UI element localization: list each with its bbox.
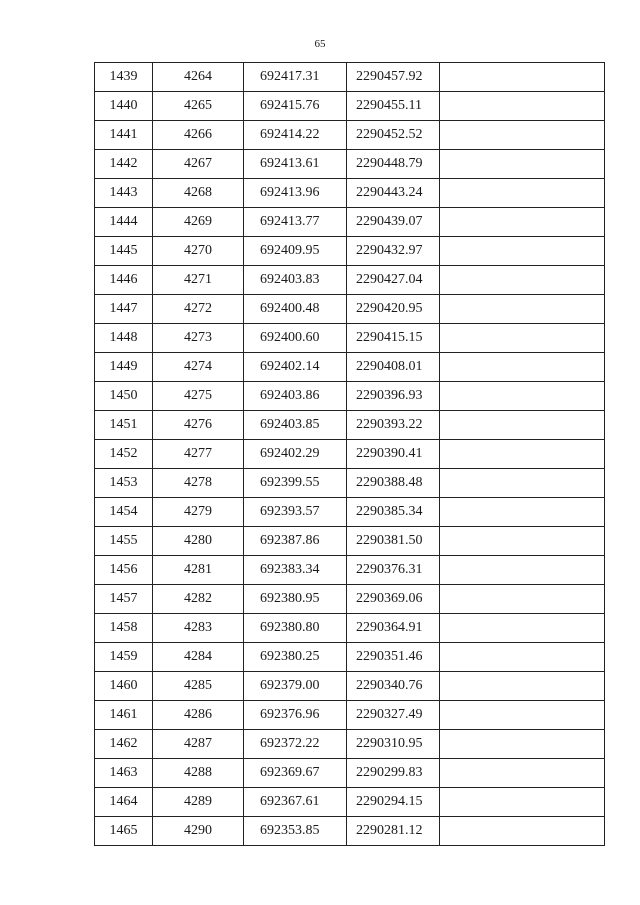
row-index-cell: 1463 xyxy=(95,759,153,788)
table-row xyxy=(95,817,605,846)
note-cell xyxy=(440,208,605,237)
point-id-cell: 4276 xyxy=(153,411,244,440)
table-row xyxy=(95,701,605,730)
y-coordinate-cell: 2290281.12 xyxy=(347,817,440,846)
note-cell xyxy=(440,353,605,382)
row-index-cell: 1460 xyxy=(95,672,153,701)
row-index-cell: 1445 xyxy=(95,237,153,266)
table-row xyxy=(95,672,605,701)
point-id-cell: 4272 xyxy=(153,295,244,324)
y-coordinate-cell: 2290364.91 xyxy=(347,614,440,643)
note-cell xyxy=(440,759,605,788)
note-cell xyxy=(440,788,605,817)
row-index-cell: 1452 xyxy=(95,440,153,469)
table-row xyxy=(95,63,605,92)
note-cell xyxy=(440,63,605,92)
point-id-cell: 4268 xyxy=(153,179,244,208)
y-coordinate-cell: 2290327.49 xyxy=(347,701,440,730)
y-coordinate-cell: 2290455.11 xyxy=(347,92,440,121)
point-id-cell: 4267 xyxy=(153,150,244,179)
table-row xyxy=(95,121,605,150)
row-index-cell: 1444 xyxy=(95,208,153,237)
x-coordinate-cell: 692413.77 xyxy=(244,208,347,237)
row-index-cell: 1457 xyxy=(95,585,153,614)
note-cell xyxy=(440,382,605,411)
table-row xyxy=(95,440,605,469)
row-index-cell: 1454 xyxy=(95,498,153,527)
x-coordinate-cell: 692403.83 xyxy=(244,266,347,295)
page-number: 65 xyxy=(314,38,326,50)
x-coordinate-cell: 692372.22 xyxy=(244,730,347,759)
x-coordinate-cell: 692380.80 xyxy=(244,614,347,643)
note-cell xyxy=(440,440,605,469)
note-cell xyxy=(440,556,605,585)
y-coordinate-cell: 2290427.04 xyxy=(347,266,440,295)
table-row xyxy=(95,556,605,585)
note-cell xyxy=(440,498,605,527)
table-row xyxy=(95,469,605,498)
table-row xyxy=(95,411,605,440)
note-cell xyxy=(440,121,605,150)
table-row xyxy=(95,643,605,672)
row-index-cell: 1455 xyxy=(95,527,153,556)
note-cell xyxy=(440,643,605,672)
row-index-cell: 1449 xyxy=(95,353,153,382)
row-index-cell: 1441 xyxy=(95,121,153,150)
x-coordinate-cell: 692387.86 xyxy=(244,527,347,556)
x-coordinate-cell: 692417.31 xyxy=(244,63,347,92)
row-index-cell: 1456 xyxy=(95,556,153,585)
point-id-cell: 4266 xyxy=(153,121,244,150)
note-cell xyxy=(440,324,605,353)
x-coordinate-cell: 692393.57 xyxy=(244,498,347,527)
y-coordinate-cell: 2290443.24 xyxy=(347,179,440,208)
table-row xyxy=(95,527,605,556)
y-coordinate-cell: 2290415.15 xyxy=(347,324,440,353)
y-coordinate-cell: 2290452.52 xyxy=(347,121,440,150)
row-index-cell: 1461 xyxy=(95,701,153,730)
x-coordinate-cell: 692353.85 xyxy=(244,817,347,846)
row-index-cell: 1465 xyxy=(95,817,153,846)
point-id-cell: 4288 xyxy=(153,759,244,788)
point-id-cell: 4270 xyxy=(153,237,244,266)
point-id-cell: 4277 xyxy=(153,440,244,469)
point-id-cell: 4281 xyxy=(153,556,244,585)
row-index-cell: 1440 xyxy=(95,92,153,121)
y-coordinate-cell: 2290448.79 xyxy=(347,150,440,179)
row-index-cell: 1448 xyxy=(95,324,153,353)
y-coordinate-cell: 2290432.97 xyxy=(347,237,440,266)
y-coordinate-cell: 2290396.93 xyxy=(347,382,440,411)
y-coordinate-cell: 2290376.31 xyxy=(347,556,440,585)
row-index-cell: 1443 xyxy=(95,179,153,208)
y-coordinate-cell: 2290351.46 xyxy=(347,643,440,672)
note-cell xyxy=(440,614,605,643)
table-row xyxy=(95,730,605,759)
row-index-cell: 1451 xyxy=(95,411,153,440)
x-coordinate-cell: 692367.61 xyxy=(244,788,347,817)
point-id-cell: 4265 xyxy=(153,92,244,121)
y-coordinate-cell: 2290408.01 xyxy=(347,353,440,382)
table-row xyxy=(95,353,605,382)
row-index-cell: 1464 xyxy=(95,788,153,817)
y-coordinate-cell: 2290340.76 xyxy=(347,672,440,701)
x-coordinate-cell: 692400.48 xyxy=(244,295,347,324)
point-id-cell: 4285 xyxy=(153,672,244,701)
coordinate-table-body xyxy=(95,63,605,846)
y-coordinate-cell: 2290385.34 xyxy=(347,498,440,527)
point-id-cell: 4279 xyxy=(153,498,244,527)
x-coordinate-cell: 692403.85 xyxy=(244,411,347,440)
point-id-cell: 4274 xyxy=(153,353,244,382)
row-index-cell: 1439 xyxy=(95,63,153,92)
y-coordinate-cell: 2290457.92 xyxy=(347,63,440,92)
point-id-cell: 4275 xyxy=(153,382,244,411)
x-coordinate-cell: 692379.00 xyxy=(244,672,347,701)
note-cell xyxy=(440,411,605,440)
row-index-cell: 1458 xyxy=(95,614,153,643)
y-coordinate-cell: 2290393.22 xyxy=(347,411,440,440)
table-row xyxy=(95,788,605,817)
x-coordinate-cell: 692380.95 xyxy=(244,585,347,614)
y-coordinate-cell: 2290381.50 xyxy=(347,527,440,556)
note-cell xyxy=(440,527,605,556)
coordinate-table xyxy=(94,62,605,846)
table-row xyxy=(95,266,605,295)
x-coordinate-cell: 692415.76 xyxy=(244,92,347,121)
note-cell xyxy=(440,150,605,179)
y-coordinate-cell: 2290310.95 xyxy=(347,730,440,759)
row-index-cell: 1450 xyxy=(95,382,153,411)
point-id-cell: 4286 xyxy=(153,701,244,730)
point-id-cell: 4283 xyxy=(153,614,244,643)
point-id-cell: 4284 xyxy=(153,643,244,672)
x-coordinate-cell: 692400.60 xyxy=(244,324,347,353)
note-cell xyxy=(440,92,605,121)
row-index-cell: 1462 xyxy=(95,730,153,759)
row-index-cell: 1459 xyxy=(95,643,153,672)
point-id-cell: 4278 xyxy=(153,469,244,498)
table-row xyxy=(95,150,605,179)
table-row xyxy=(95,498,605,527)
note-cell xyxy=(440,295,605,324)
table-row xyxy=(95,382,605,411)
point-id-cell: 4271 xyxy=(153,266,244,295)
row-index-cell: 1442 xyxy=(95,150,153,179)
note-cell xyxy=(440,179,605,208)
point-id-cell: 4290 xyxy=(153,817,244,846)
row-index-cell: 1447 xyxy=(95,295,153,324)
x-coordinate-cell: 692383.34 xyxy=(244,556,347,585)
note-cell xyxy=(440,469,605,498)
x-coordinate-cell: 692403.86 xyxy=(244,382,347,411)
point-id-cell: 4280 xyxy=(153,527,244,556)
point-id-cell: 4289 xyxy=(153,788,244,817)
point-id-cell: 4264 xyxy=(153,63,244,92)
y-coordinate-cell: 2290294.15 xyxy=(347,788,440,817)
y-coordinate-cell: 2290299.83 xyxy=(347,759,440,788)
x-coordinate-cell: 692402.29 xyxy=(244,440,347,469)
point-id-cell: 4282 xyxy=(153,585,244,614)
x-coordinate-cell: 692380.25 xyxy=(244,643,347,672)
table-row xyxy=(95,585,605,614)
y-coordinate-cell: 2290420.95 xyxy=(347,295,440,324)
x-coordinate-cell: 692414.22 xyxy=(244,121,347,150)
x-coordinate-cell: 692399.55 xyxy=(244,469,347,498)
table-row xyxy=(95,614,605,643)
note-cell xyxy=(440,672,605,701)
table-row xyxy=(95,92,605,121)
table-row xyxy=(95,324,605,353)
note-cell xyxy=(440,817,605,846)
table-row xyxy=(95,208,605,237)
note-cell xyxy=(440,585,605,614)
y-coordinate-cell: 2290388.48 xyxy=(347,469,440,498)
x-coordinate-cell: 692409.95 xyxy=(244,237,347,266)
point-id-cell: 4273 xyxy=(153,324,244,353)
point-id-cell: 4287 xyxy=(153,730,244,759)
point-id-cell: 4269 xyxy=(153,208,244,237)
x-coordinate-cell: 692413.96 xyxy=(244,179,347,208)
x-coordinate-cell: 692402.14 xyxy=(244,353,347,382)
x-coordinate-cell: 692413.61 xyxy=(244,150,347,179)
note-cell xyxy=(440,730,605,759)
table-row xyxy=(95,295,605,324)
table-row xyxy=(95,759,605,788)
note-cell xyxy=(440,237,605,266)
x-coordinate-cell: 692369.67 xyxy=(244,759,347,788)
table-row xyxy=(95,179,605,208)
note-cell xyxy=(440,266,605,295)
note-cell xyxy=(440,701,605,730)
y-coordinate-cell: 2290390.41 xyxy=(347,440,440,469)
y-coordinate-cell: 2290439.07 xyxy=(347,208,440,237)
row-index-cell: 1453 xyxy=(95,469,153,498)
table-row xyxy=(95,237,605,266)
x-coordinate-cell: 692376.96 xyxy=(244,701,347,730)
y-coordinate-cell: 2290369.06 xyxy=(347,585,440,614)
row-index-cell: 1446 xyxy=(95,266,153,295)
